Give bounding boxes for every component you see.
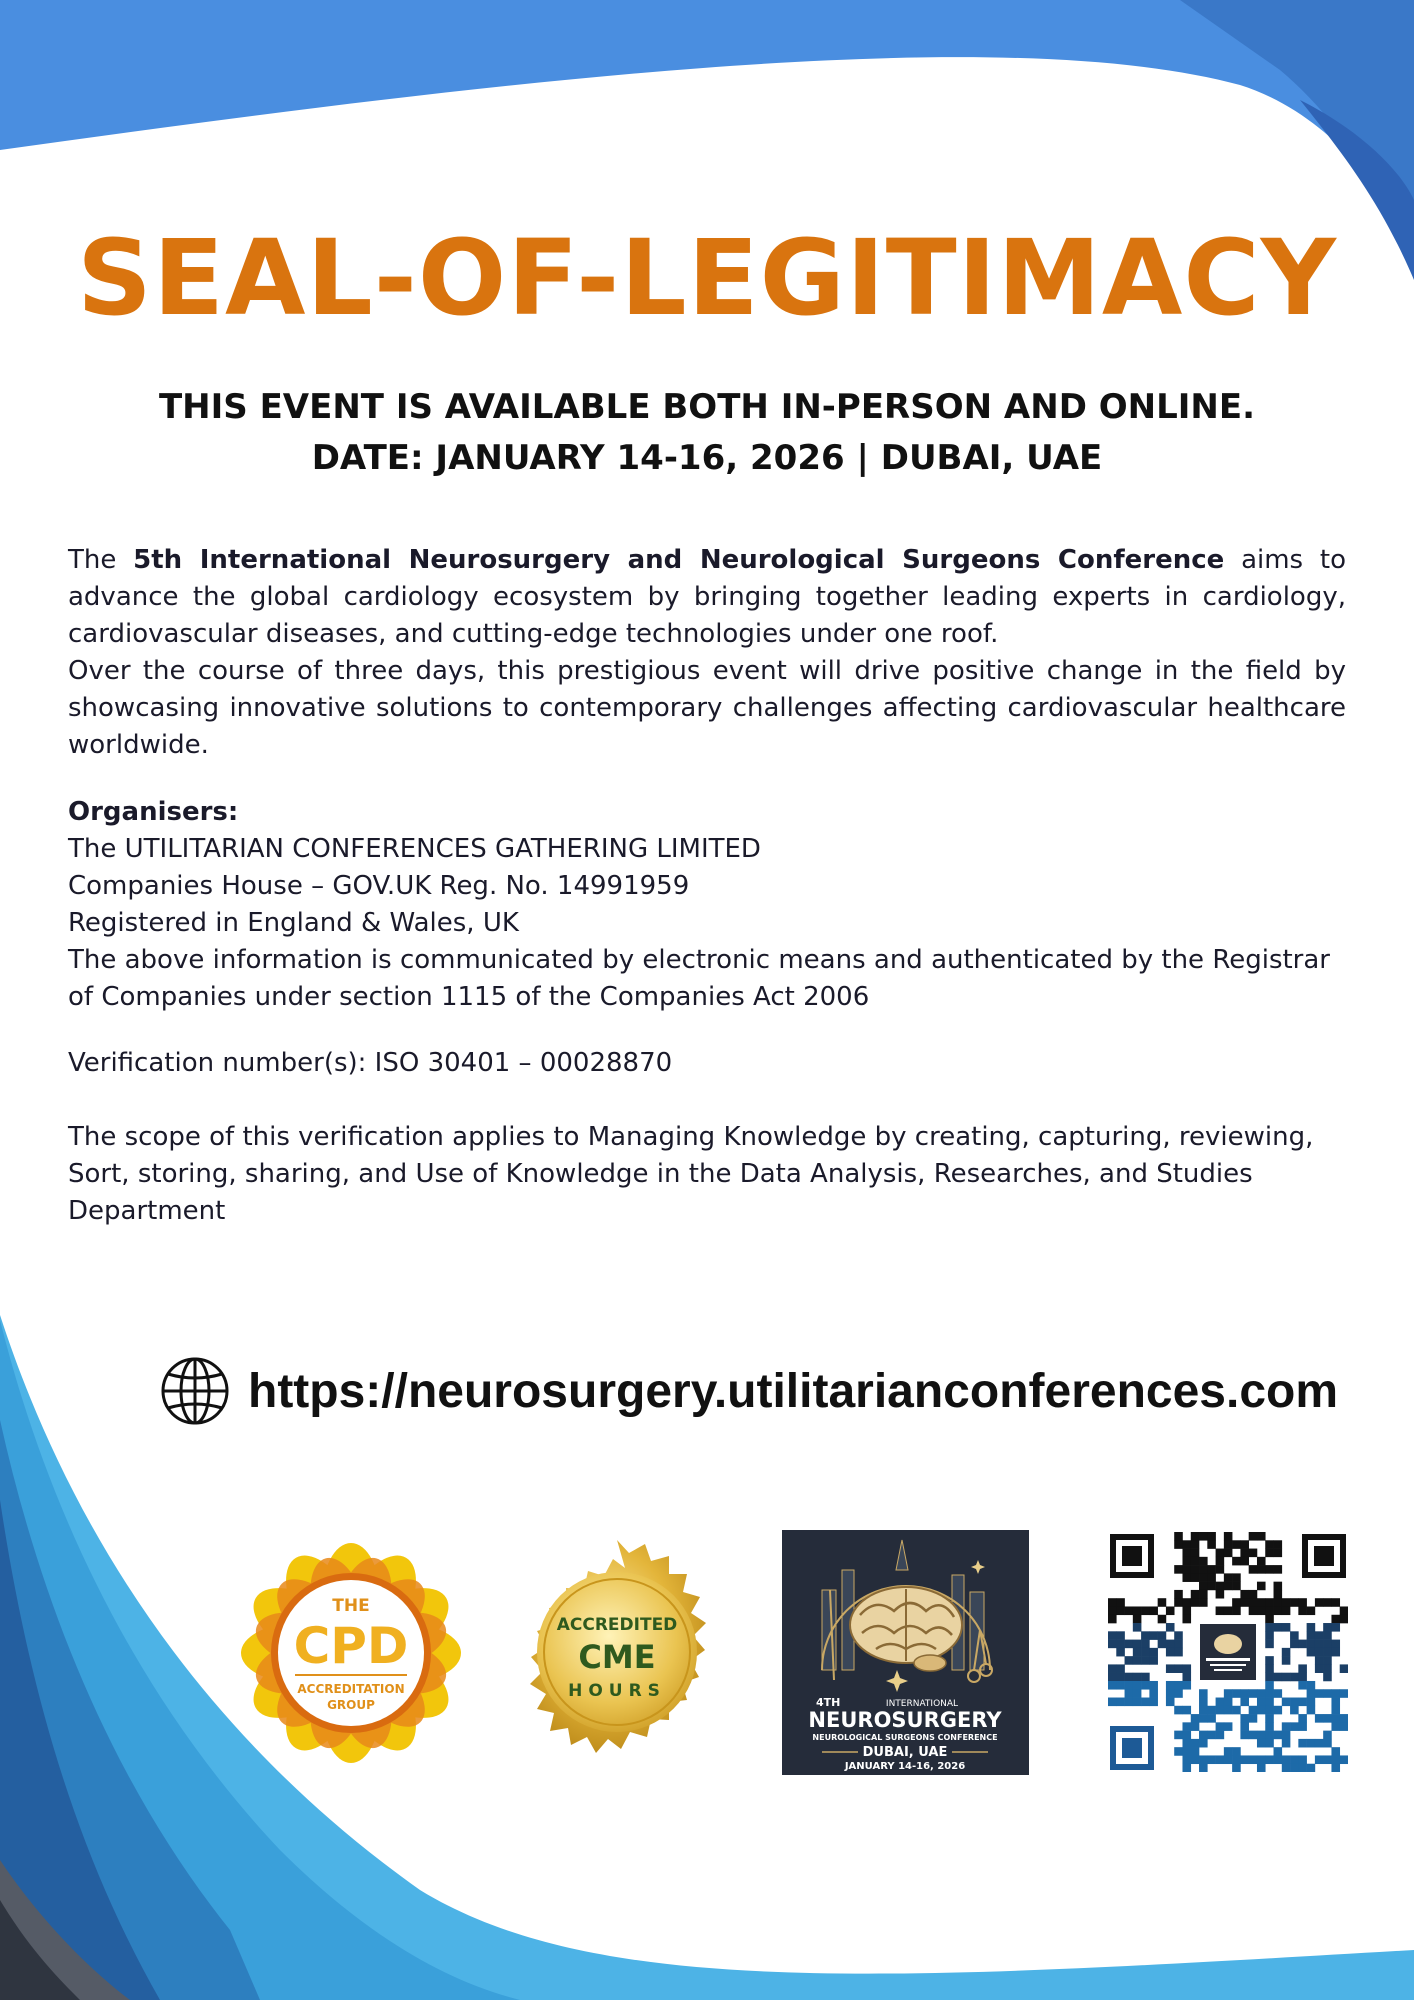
cme-accredited-badge [504, 1536, 730, 1768]
logo-edition: 4TH [816, 1696, 841, 1709]
logo-international: INTERNATIONAL [885, 1699, 959, 1709]
organiser-authentication: The above information is communicated by electronic means and authenticated by the Registrar [68, 945, 1330, 975]
logo-place: DUBAI, UAE [862, 1745, 948, 1760]
conference-name: 5th International Neurosurgery and Neurological Surgeons Conference [133, 545, 1225, 575]
intro-prefix: The [68, 545, 134, 575]
website-link[interactable]: https://neurosurgery.utilitarianconferences.com [248, 1365, 1339, 1418]
cme-badge-main: CME [578, 1638, 656, 1676]
page-title: SEAL-OF-LEGITIMACY [77, 217, 1337, 339]
organisers-heading: Organisers: [68, 797, 239, 827]
qr-code[interactable] [1108, 1532, 1348, 1772]
cpd-badge-line1: ACCREDITATION [297, 1682, 405, 1696]
organiser-jurisdiction: Registered in England & Wales, UK [68, 908, 519, 938]
logo-date: JANUARY 14-16, 2026 [844, 1761, 966, 1772]
organiser-registration: Companies House – GOV.UK Reg. No. 14991959 [68, 871, 690, 901]
intro-paragraph-2: Over the course of three days, this prestigious event will drive positive change in the field by showcasing innovative solutions to contemporary challenges affecting cardiovascular healthcare worldwide. [68, 656, 1346, 760]
organisers-section [68, 794, 1346, 1016]
cpd-badge-top: THE [332, 1596, 370, 1616]
cpd-badge-main: CPD [293, 1617, 409, 1675]
intro-suffix: aims to advance the global cardiology ecosystem by bringing together leading experts in cardiology, cardiovascular diseases, and cutting-edge technologies under one roof. [68, 545, 1346, 649]
cpd-badge-line2: GROUP [327, 1698, 375, 1712]
globe-icon [160, 1356, 230, 1426]
verification-number: Verification number(s): ISO 30401 – 00028870 [68, 1048, 673, 1078]
organiser-name: The UTILITARIAN CONFERENCES GATHERING LIMITED [68, 834, 761, 864]
event-date-subtitle: DATE: JANUARY 14-16, 2026 | DUBAI, UAE [311, 438, 1103, 478]
intro-section [68, 542, 1346, 764]
conference-logo [782, 1530, 1029, 1775]
logo-sub: NEUROLOGICAL SURGEONS CONFERENCE [812, 1733, 998, 1742]
cpd-accreditation-badge [238, 1540, 464, 1766]
intro-paragraph [68, 542, 1346, 653]
organiser-authentication-2: of Companies under section 1115 of the Companies Act 2006 [68, 982, 870, 1012]
verification-scope: The scope of this verification applies to Managing Knowledge by creating, capturing, reviewing, Sort, storing, sharing, and Use of Knowledge in the Data Analysis, Researches, and Studies Department [68, 1122, 1314, 1226]
cme-badge-bottom: HOURS [568, 1681, 666, 1701]
logo-main: NEUROSURGERY [808, 1708, 1002, 1732]
event-format-subtitle: THIS EVENT IS AVAILABLE BOTH IN-PERSON AND ONLINE. [158, 387, 1256, 427]
cme-badge-top: ACCREDITED [556, 1615, 678, 1635]
